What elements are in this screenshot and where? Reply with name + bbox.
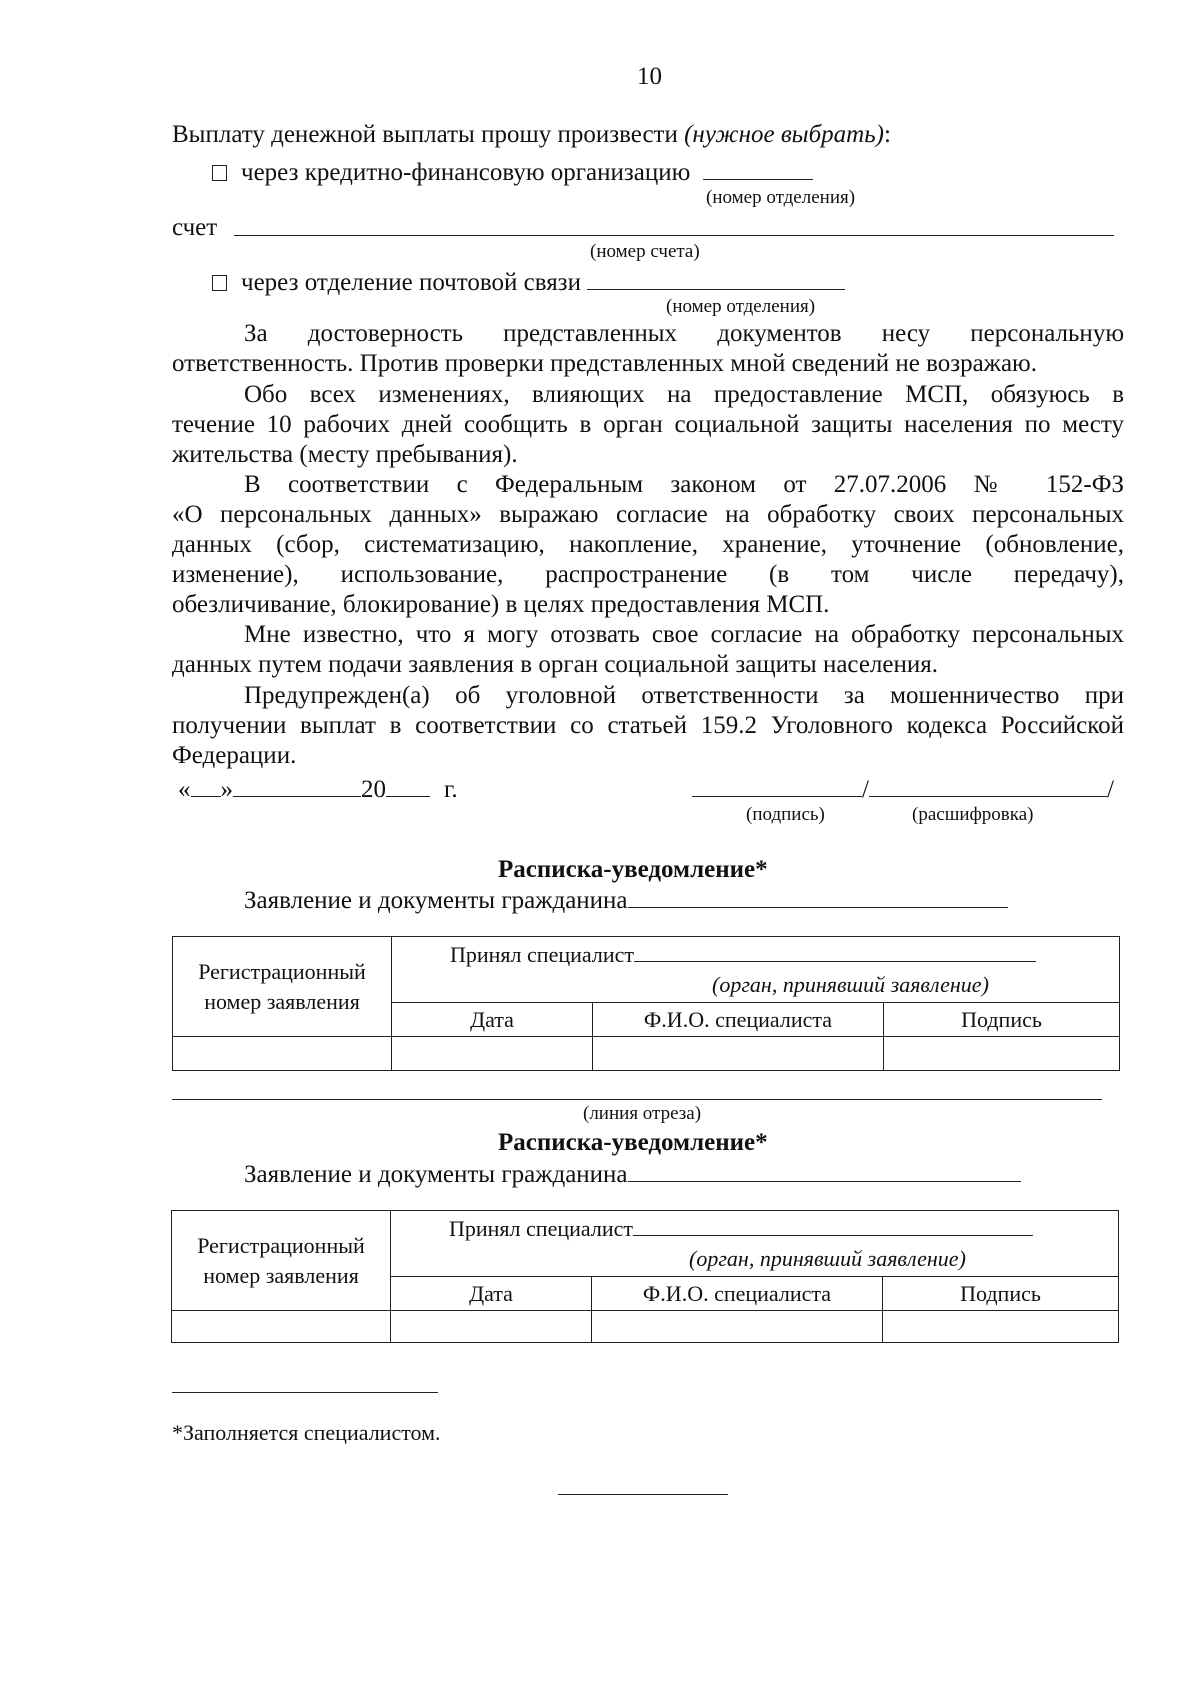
receipt-1-accepted-cell [392,937,1120,1003]
resp-line-1: За достоверность представленных документов несу персональную [244,320,1124,347]
payment-intro-text: Выплату денежной выплаты прошу произвести [172,121,678,148]
signature-slash-1: / [862,776,869,803]
receipt-1-title: Расписка-уведомление* [498,856,768,883]
receipt-2-docs-label: Заявление и документы гражданина [244,1161,628,1188]
option-post-label: через отделение почтовой связи [241,269,581,296]
cut-line-caption: (линия отреза) [583,1103,702,1124]
date-close-quote: » [220,776,233,803]
receipt-2-reg-cell [172,1211,391,1311]
warn-line-1: Предупрежден(а) об уголовной ответственности за мошенничество при [244,682,1124,709]
receipt-1-accepted-label: Принял специалист [450,941,634,967]
receipt-2-col-fio: Ф.И.О. специалиста [592,1277,883,1311]
option-bank[interactable] [212,158,813,188]
receipt-2-table [171,1210,1119,1343]
day-field[interactable] [191,776,221,797]
receipt-2-organ-caption: (орган, принявший заявление) [689,1245,966,1271]
year-prefix: 20 [361,776,386,803]
signature-caption: (подпись) [746,804,825,825]
receipt-2-citizen-field[interactable] [628,1161,1021,1182]
signature-line [692,775,1114,805]
end-rule [558,1494,728,1495]
receipt-2-docs [244,1160,1021,1190]
receipt-1-accepted-field[interactable] [634,943,1036,962]
page-number: 10 [637,63,662,90]
warn-line-3: Федерации. [172,742,297,769]
receipt-1-docs [244,886,1008,916]
changes-line-2: течение 10 рабочих дней сообщить в орган социальной защиты населения по месту [172,411,1124,438]
decoding-field[interactable] [869,776,1107,797]
post-branch-field[interactable] [587,269,845,290]
law-line-4: изменение), использование, распространение (в том числе передачу), [172,561,1124,588]
receipt-1-organ-caption: (орган, принявший заявление) [712,971,989,997]
revoke-line-2: данных путем подачи заявления в орган социальной защиты населения. [172,651,939,678]
law-line-3: данных (сбор, систематизацию, накопление, хранение, уточнение (обновление, [172,531,1124,558]
changes-line-1: Обо всех изменениях, влияющих на предоставление МСП, обязуюсь в [244,381,1124,408]
changes-line-3: жительства (месту пребывания). [172,441,518,468]
receipt-1-reg-cell [173,937,392,1037]
cut-line [172,1099,1102,1100]
account-field[interactable] [234,235,1114,236]
receipt-1-col-fio: Ф.И.О. специалиста [593,1003,884,1037]
receipt-2-title: Расписка-уведомление* [498,1129,768,1156]
receipt-1-col-date: Дата [392,1003,593,1037]
bank-checkbox[interactable] [212,165,227,181]
receipt-1-sign-value[interactable] [884,1037,1120,1071]
receipt-1-table [172,936,1120,1071]
revoke-line-1: Мне известно, что я могу отозвать свое согласие на обработку персональных [244,621,1124,648]
receipt-2-reg-line-1: Регистрационный [197,1232,365,1258]
law-line-5: обезличивание, блокирование) в целях предоставления МСП. [172,591,830,618]
receipt-2-col-date: Дата [391,1277,592,1311]
payment-intro-note: (нужное выбрать) [684,121,884,148]
footnote-separator [172,1392,438,1393]
resp-line-2: ответственность. Против проверки представленных мной сведений не возражаю. [172,350,1037,377]
signature-slash-2: / [1106,776,1114,803]
receipt-2-accepted-label: Принял специалист [449,1215,633,1241]
year-suffix: г. [444,776,458,803]
receipt-1-docs-label: Заявление и документы гражданина [244,887,628,914]
receipt-1-col-sign: Подпись [884,1003,1120,1037]
option-bank-label: через кредитно-финансовую организацию [241,159,691,186]
bank-branch-field[interactable] [703,159,813,180]
receipt-2-reg-value[interactable] [172,1311,391,1343]
bank-branch-caption: (номер отделения) [706,187,856,208]
receipt-2-accepted-field[interactable] [633,1217,1033,1236]
receipt-2-reg-line-2: номер заявления [203,1262,359,1288]
post-checkbox[interactable] [212,275,227,291]
receipt-2-accepted-cell [391,1211,1119,1277]
date-open-quote: « [178,776,191,803]
warn-line-2: получении выплат в соответствии со статьей 159.2 Уголовного кодекса Российской [172,712,1124,739]
receipt-1-fio-value[interactable] [593,1037,884,1071]
account-caption: (номер счета) [590,241,700,262]
account-label: счет [172,214,218,241]
signature-field[interactable] [692,776,862,797]
receipt-2-date-value[interactable] [391,1311,592,1343]
receipt-2-sign-value[interactable] [883,1311,1119,1343]
receipt-1-date-value[interactable] [392,1037,593,1071]
receipt-1-reg-line-1: Регистрационный [198,958,366,984]
receipt-1-citizen-field[interactable] [628,887,1008,908]
decoding-caption: (расшифровка) [912,804,1034,825]
receipt-1-reg-value[interactable] [173,1037,392,1071]
post-branch-caption: (номер отделения) [666,296,816,317]
law-line-2: «О персональных данных» выражаю согласие на обработку своих персональных [172,501,1124,528]
receipt-2-col-sign: Подпись [883,1277,1119,1311]
month-field[interactable] [233,776,361,797]
footnote: *Заполняется специалистом. [172,1420,441,1445]
law-line-1: В соответствии с Федеральным законом от 27.07.2006 № 152-ФЗ [244,471,1124,498]
year-field[interactable] [386,776,430,797]
date-line [178,775,458,805]
payment-intro [172,120,891,150]
option-post[interactable] [212,268,845,298]
receipt-1-reg-line-2: номер заявления [204,988,360,1014]
receipt-2-fio-value[interactable] [592,1311,883,1343]
payment-intro-colon: : [883,121,891,148]
